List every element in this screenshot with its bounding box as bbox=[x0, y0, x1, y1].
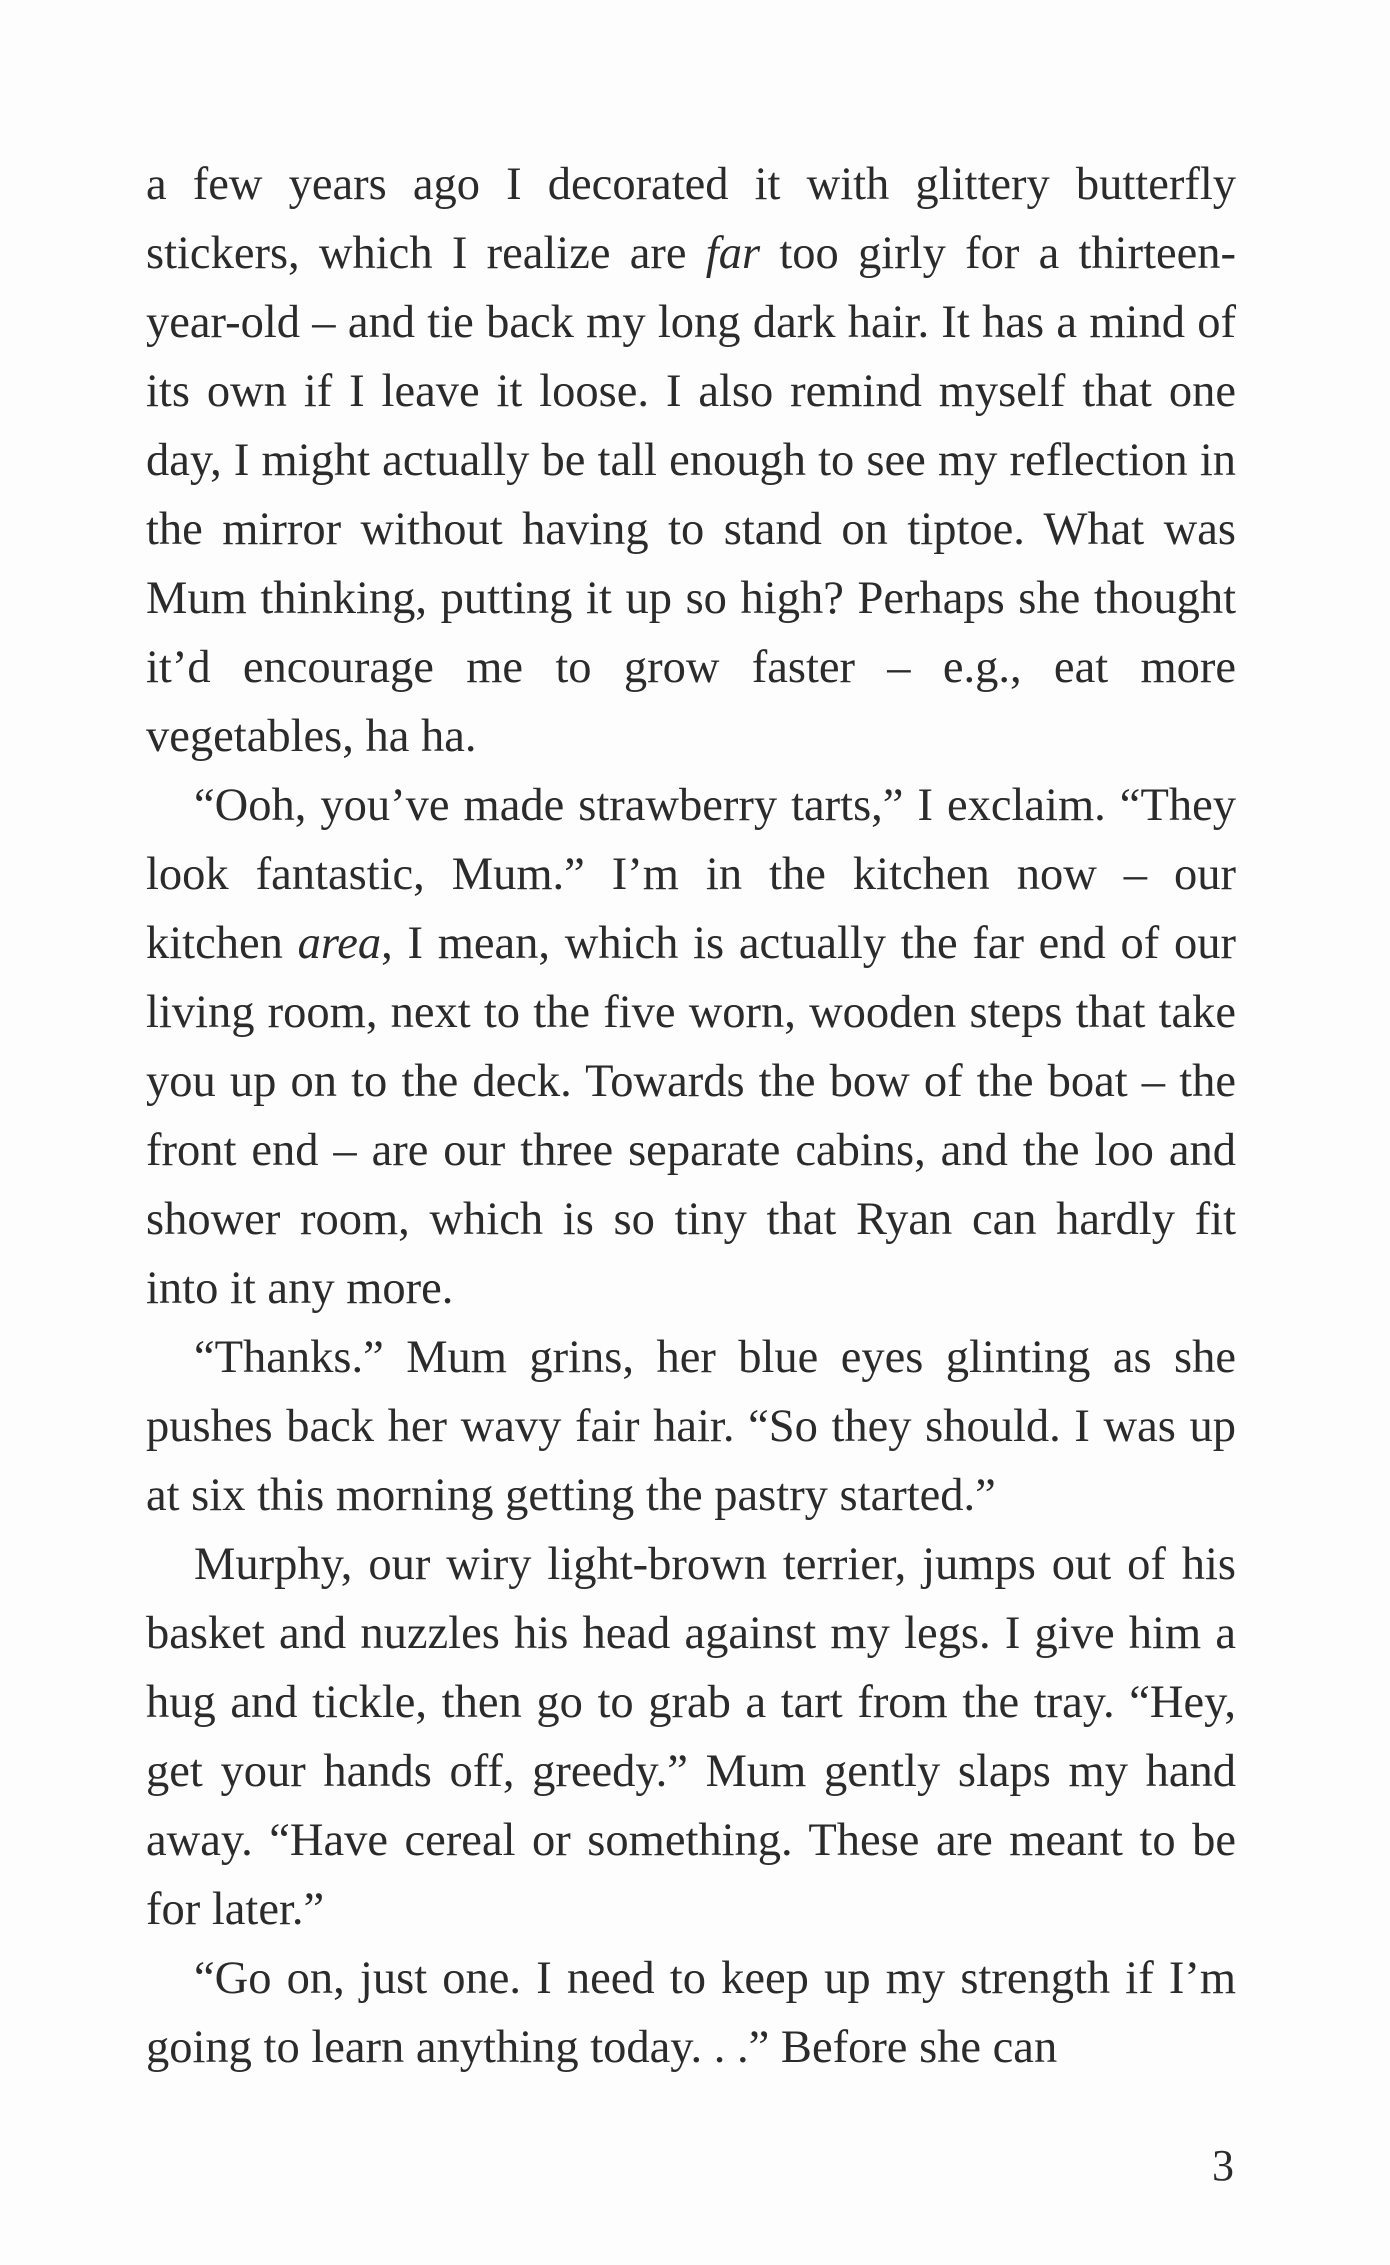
text-run: “Ooh, you’ve made strawberry tarts,” I exclaim. “They look fantastic, Mum.” I’m in the kitchen now – our kitchen bbox=[146, 780, 1236, 969]
body-text bbox=[146, 150, 1236, 2082]
page-number: 3 bbox=[1212, 2141, 1234, 2190]
paragraph bbox=[146, 150, 1236, 771]
paragraph bbox=[146, 1530, 1236, 1944]
text-run: , I mean, which is actually the far end of our living room, next to the five worn, wooden steps that take you up on to the deck. Towards the bow of the boat – the front end – are our three separate cabins, and the loo and shower room, which is so tiny that Ryan can hardly fit into it any more. bbox=[146, 918, 1236, 1314]
paragraph bbox=[146, 771, 1236, 1323]
italic-text: area bbox=[297, 918, 382, 969]
paragraph bbox=[146, 1944, 1236, 2082]
italic-text: far bbox=[705, 228, 761, 279]
paragraph bbox=[146, 1323, 1236, 1530]
text-run: “Thanks.” Mum grins, her blue eyes glinting as she pushes back her wavy fair hair. “So they should. I was up at six this morning getting the pastry started.” bbox=[146, 1332, 1236, 1521]
text-run: too girly for a thirteen-year-old – and tie back my long dark hair. It has a mind of its own if I leave it loose. I also remind myself that one day, I might actually be tall enough to see my reflection in the mirror without having to stand on tiptoe. What was Mum thinking, putting it up so high? Perhaps she thought it’d encourage me to grow faster – e.g., eat more vegetables, ha ha. bbox=[146, 228, 1236, 762]
text-run: Murphy, our wiry light-brown terrier, jumps out of his basket and nuzzles his head against my legs. I give him a hug and tickle, then go to grab a tart from the tray. “Hey, get your hands off, greedy.” Mum gently slaps my hand away. “Have cereal or something. These are meant to be for later.” bbox=[146, 1539, 1236, 1935]
text-run: a few years ago I decorated it with glittery butterfly stickers, which I realize are bbox=[146, 159, 1236, 279]
text-run: “Go on, just one. I need to keep up my strength if I’m going to learn anything today. . .” Before she can bbox=[146, 1953, 1236, 2073]
